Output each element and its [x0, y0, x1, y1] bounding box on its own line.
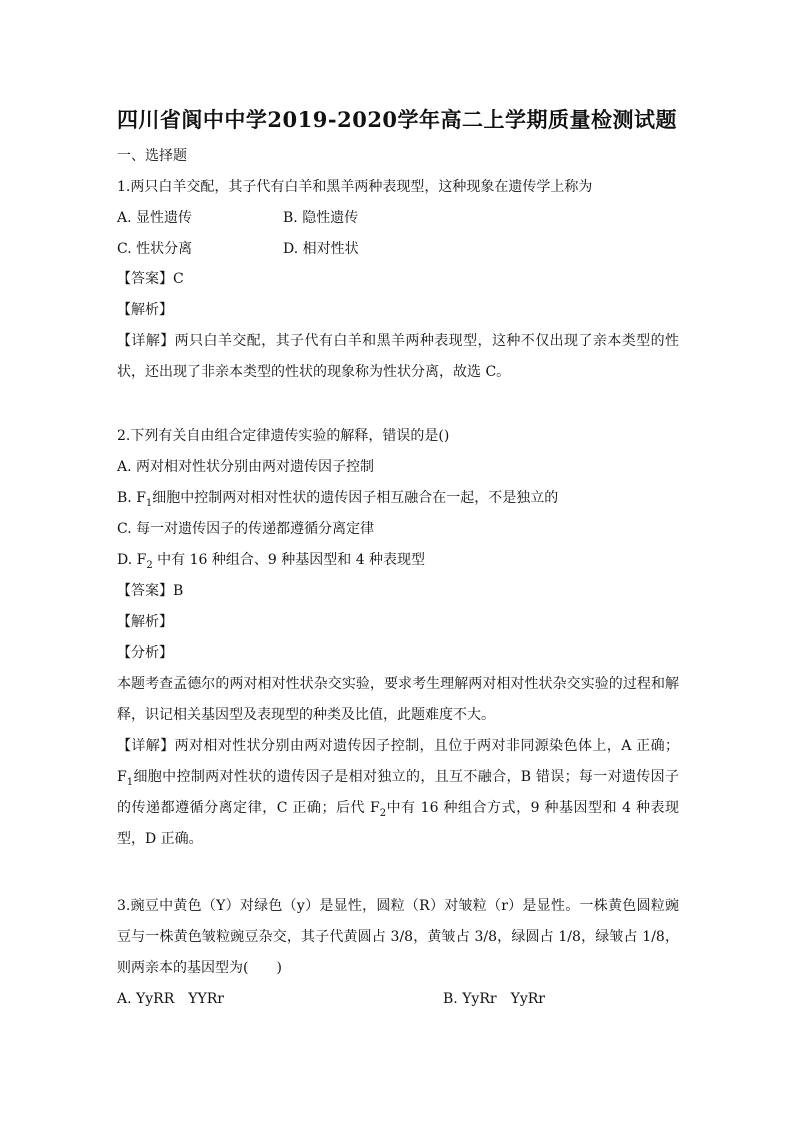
- q2-detail-part1: 【详解】两对相对性状分别由两对遗传因子控制，且位于两对非同源染色体上，A 正确；F: [117, 738, 679, 785]
- q2-fenxi-text: 本题考查孟德尔的两对相对性状杂交实验，要求考生理解两对相对性状杂交实验的过程和解释，识记相关基因型及表现型的种类及比值，此题难度不大。: [117, 676, 679, 723]
- q1-option-a: A. 显性遗传: [117, 210, 193, 226]
- q2-option-c: C. 每一对遗传因子的传递都遵循分离定律: [117, 521, 375, 537]
- q2-option-a: A. 两对相对性状分别由两对遗传因子控制: [117, 459, 375, 475]
- q1-answer: 【答案】C: [117, 271, 184, 287]
- q2-fenxi-label: 【分析】: [117, 645, 173, 661]
- q2-option-b-prefix: B. F: [117, 490, 146, 506]
- q2-analysis-label: 【解析】: [117, 614, 173, 630]
- q2-option-d-text: 中有 16 种组合、9 种基因型和 4 种表现型: [152, 552, 426, 568]
- q1-option-b: B. 隐性遗传: [283, 210, 359, 226]
- q1-analysis-label: 【解析】: [117, 302, 173, 318]
- page-title: 四川省阆中中学2019-2020学年高二上学期质量检测试题: [116, 107, 678, 132]
- q2-option-b-text: 细胞中控制两对相对性状的遗传因子相互融合在一起，不是独立的: [152, 490, 559, 506]
- q2-stem: 2.下列有关自由组合定律遗传实验的解释，错误的是(): [117, 428, 450, 444]
- q2-answer: 【答案】B: [117, 583, 184, 599]
- q3-option-b: B. YyRr YyRr: [443, 991, 545, 1007]
- q3-stem: 3.豌豆中黄色（Y）对绿色（y）是显性，圆粒（R）对皱粒（r）是显性。一株黄色圆粒豌豆与一株黄色皱粒豌豆杂交，其子代黄圆占 3/8，黄皱占 3/8，绿圆占 1/8，绿皱占 1/8，则两亲本的基因型为( ): [117, 898, 679, 976]
- q2-option-b-subscript: 1: [145, 497, 153, 509]
- q2-detail: [117, 731, 679, 855]
- q2-detail-sub2: 2: [379, 807, 387, 819]
- q1-stem: 1.两只白羊交配，其子代有白羊和黑羊两种表现型，这种现象在遗传学上称为: [117, 179, 593, 195]
- q2-option-b: [117, 488, 558, 514]
- q2-detail-sub1: 1: [126, 776, 134, 788]
- q2-option-d-subscript: 2: [146, 559, 153, 571]
- q2-detail-part3: 中有 16 种组合方式，9 种基因型和 4 种表现型，D 正确。: [117, 800, 679, 847]
- q2-option-d: [117, 550, 425, 576]
- q1-detail: 【详解】两只白羊交配，其子代有白羊和黑羊两种表现型，这种不仅出现了亲本类型的性状，还出现了非亲本类型的性状的现象称为性状分离，故选 C。: [117, 333, 679, 380]
- section-heading: 一、选择题: [117, 148, 187, 164]
- q2-detail-part2: 细胞中控制两对性状的遗传因子是相对独立的，且互不融合，B 错误；每一对遗传因子的传递都遵循分离定律，C 正确；后代 F: [117, 769, 679, 816]
- q2-option-d-prefix: D. F: [117, 552, 147, 568]
- q1-option-d: D. 相对性状: [283, 241, 359, 257]
- q1-option-c: C. 性状分离: [117, 241, 193, 257]
- q3-option-a: A. YyRR YYRr: [117, 991, 224, 1007]
